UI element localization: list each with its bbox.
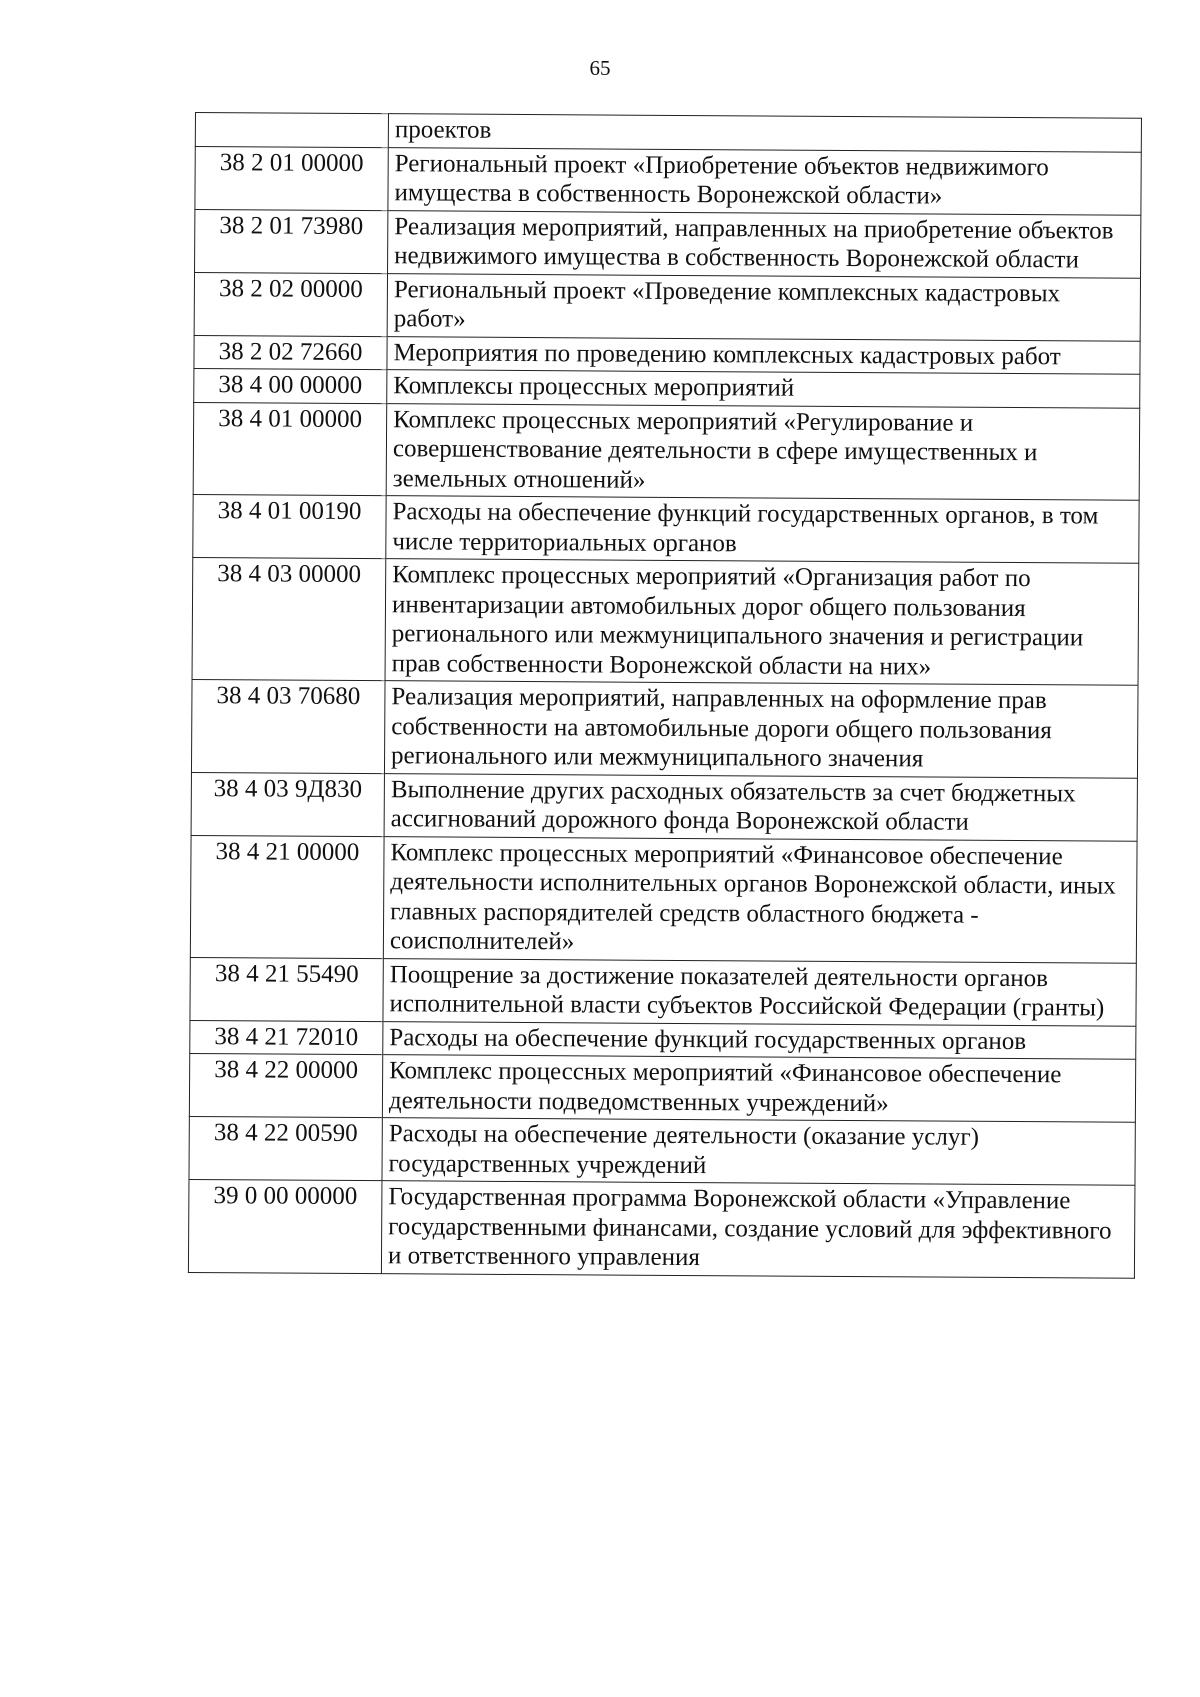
row-code: 38 4 00 00000 bbox=[194, 368, 387, 403]
row-code: 38 4 03 00000 bbox=[192, 557, 386, 680]
row-description: Комплексы процессных мероприятий bbox=[387, 370, 1140, 408]
table-row bbox=[191, 772, 1137, 841]
row-code: 38 4 21 72010 bbox=[190, 1020, 383, 1055]
row-description: Мероприятия по проведению комплексных кадастровых работ bbox=[387, 336, 1140, 374]
table-row bbox=[189, 1053, 1135, 1122]
table-row bbox=[192, 557, 1139, 685]
row-description: проектов bbox=[388, 114, 1141, 152]
row-code: 38 4 21 00000 bbox=[190, 835, 384, 958]
row-description: Поощрение за достижение показателей деятельности органов исполнительной власти субъектов Российской Федерации (гранты) bbox=[383, 958, 1136, 1026]
row-description: Реализация мероприятий, направленных на оформление прав собственности на автомобильные дороги общего пользования регионального или межмуниципального значения bbox=[384, 681, 1138, 778]
row-description: Комплекс процессных мероприятий «Финансовое обеспечение деятельности исполнительных органов Воронежской области, иных главных распорядителей средств областного бюджета - соисполнителей» bbox=[383, 836, 1137, 963]
row-description: Расходы на обеспечение деятельности (оказание услуг) государственных учреждений bbox=[382, 1118, 1135, 1186]
row-code: 38 4 03 70680 bbox=[191, 679, 385, 773]
row-description: Расходы на обеспечение функций государственных органов, в том числе территориальных органов bbox=[386, 496, 1139, 564]
row-description: Государственная программа Воронежской области «Управление государственными финансами, создание условий для эффективного и ответственного управления bbox=[381, 1181, 1135, 1278]
row-description: Расходы на обеспечение функций государственных органов bbox=[383, 1021, 1136, 1059]
table-row bbox=[191, 679, 1138, 777]
code-description-table bbox=[188, 112, 1142, 1278]
row-description: Комплекс процессных мероприятий «Организация работ по инвентаризации автомобильных дорог общего пользования регионального или межмуниципального значения и регистрации прав собственности Воронежской области на них» bbox=[385, 559, 1139, 686]
table-row bbox=[189, 1116, 1135, 1185]
row-description: Комплекс процессных мероприятий «Финансовое обеспечение деятельности подведомственных учреждений» bbox=[382, 1055, 1135, 1123]
row-code: 38 4 01 00190 bbox=[193, 494, 386, 558]
row-description: Региональный проект «Приобретение объектов недвижимого имущества в собственность Воронежской области» bbox=[388, 147, 1141, 215]
row-code: 38 4 22 00590 bbox=[189, 1116, 382, 1180]
row-code: 38 2 01 73980 bbox=[195, 209, 388, 273]
row-description: Комплекс процессных мероприятий «Регулирование и совершенствование деятельности в сфере имущественных и земельных отношений» bbox=[386, 403, 1140, 500]
table-row bbox=[195, 146, 1141, 215]
row-code: 38 4 03 9Д830 bbox=[191, 772, 384, 836]
table-row bbox=[193, 402, 1140, 500]
row-code bbox=[195, 113, 388, 148]
row-description: Региональный проект «Проведение комплексных кадастровых работ» bbox=[387, 273, 1140, 341]
row-code: 38 4 01 00000 bbox=[193, 402, 387, 496]
row-code: 38 4 21 55490 bbox=[190, 957, 383, 1021]
row-code: 38 2 01 00000 bbox=[195, 146, 388, 210]
budget-classification-table bbox=[188, 112, 1142, 1278]
table-row bbox=[188, 1179, 1135, 1277]
row-code: 39 0 00 00000 bbox=[188, 1179, 382, 1273]
row-code: 38 2 02 72660 bbox=[194, 335, 387, 370]
row-code: 38 4 22 00000 bbox=[189, 1053, 382, 1117]
row-code: 38 2 02 00000 bbox=[194, 272, 387, 336]
table-row bbox=[195, 209, 1141, 278]
table-body bbox=[188, 113, 1141, 1278]
row-description: Выполнение других расходных обязательств за счет бюджетных ассигнований дорожного фонда Воронежской области bbox=[384, 773, 1137, 841]
table-row bbox=[190, 957, 1136, 1026]
table-row bbox=[193, 494, 1139, 563]
table-row bbox=[190, 835, 1137, 963]
table-row bbox=[194, 272, 1140, 341]
page-number: 65 bbox=[589, 56, 611, 80]
row-description: Реализация мероприятий, направленных на приобретение объектов недвижимого имущества в собственность Воронежской области bbox=[388, 210, 1141, 278]
